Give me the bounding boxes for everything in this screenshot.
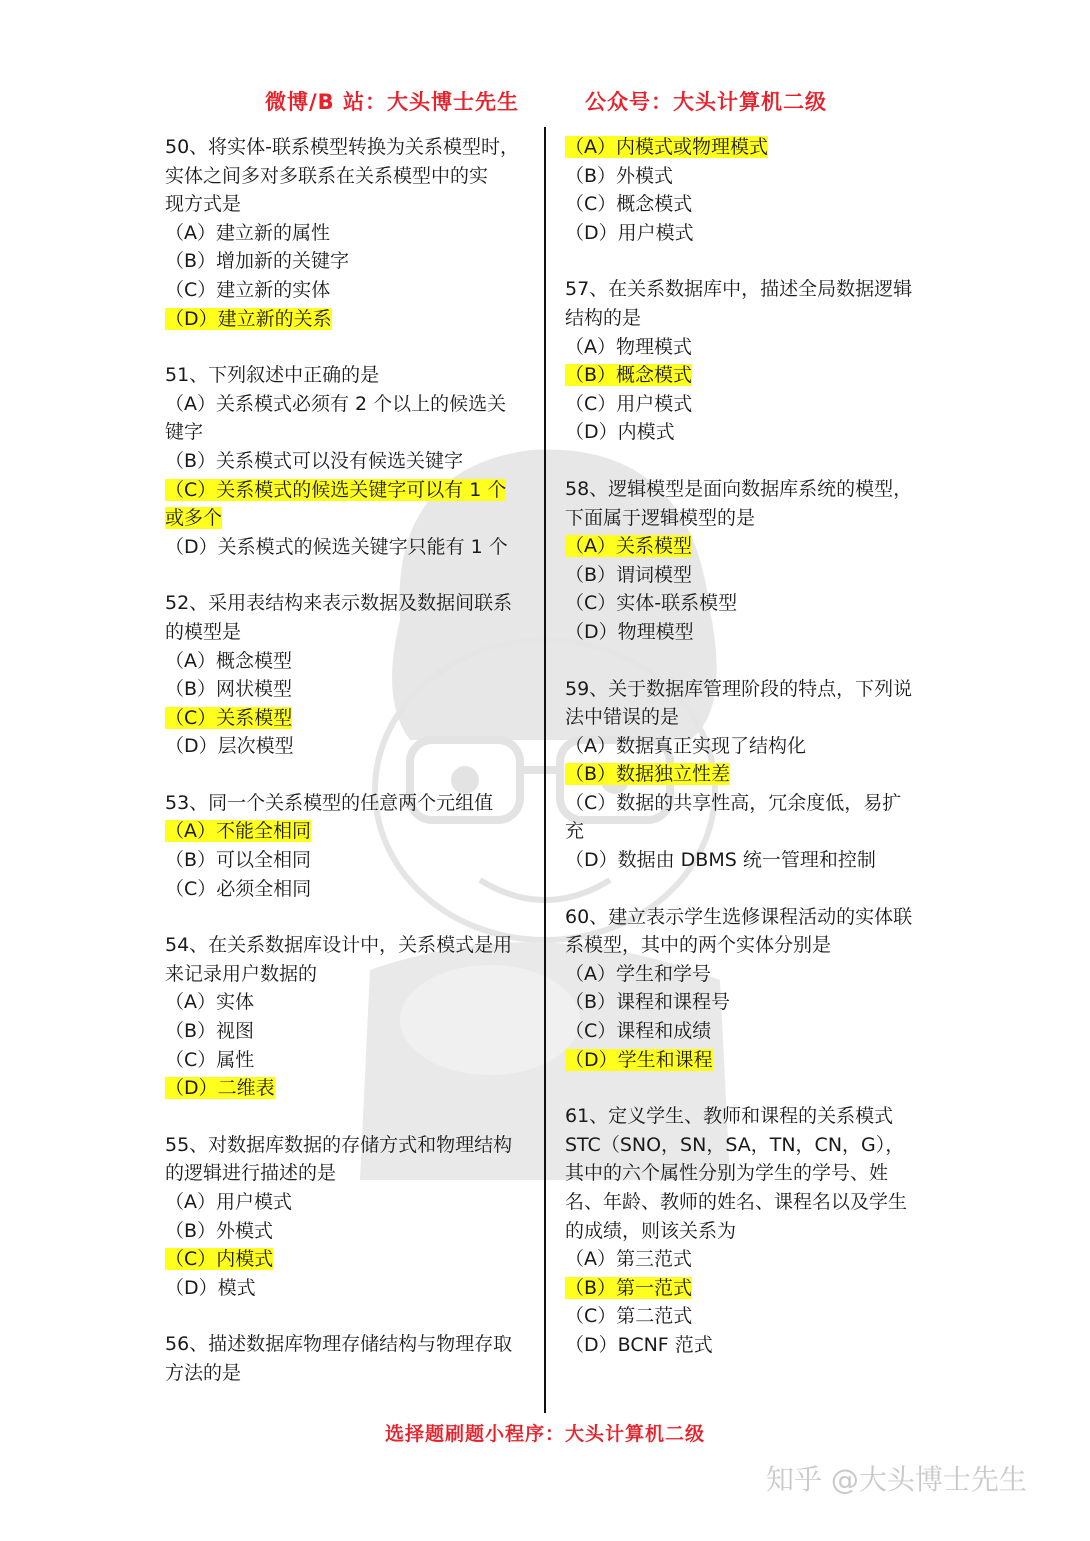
question-text: 的成绩，则该关系为 [565,1219,737,1242]
question-text: 的逻辑进行描述的是 [165,1162,337,1185]
option-b: （B）外模式 [165,1219,274,1242]
option-d: （D）关系模式的候选关键字只能有 1 个 [165,535,508,558]
question-text: 53、同一个关系模型的任意两个元组值 [165,791,494,814]
question-61 [565,1102,931,1359]
answer-option-d: （D）建立新的关系 [165,307,332,330]
answer-option-a: （A）内模式或物理模式 [565,136,768,158]
option-a: （A）物理模式 [565,335,692,358]
question-text: 58、逻辑模型是面向数据库系统的模型， [565,477,913,500]
footer-mini-program-credit: 选择题刷题小程序：大头计算机二级 [384,1423,705,1445]
option-a: （A）用户模式 [165,1191,292,1213]
question-text: 结构的是 [565,306,642,329]
question-56 [165,1330,531,1387]
option-c: （C）属性 [165,1048,255,1071]
option-b: （B）外模式 [565,164,674,187]
question-text: 56、描述数据库物理存储结构与物理存取 [165,1333,513,1356]
option-b: （B）关系模式可以没有候选关键字 [165,449,464,472]
option-c: （C）课程和成绩 [565,1020,712,1043]
option-b: （B）课程和课程号 [565,991,731,1014]
option-b: （B）网状模型 [165,678,293,701]
wechat-account-credit: 公众号：大头计算机二级 [585,90,827,114]
option-c: （C）用户模式 [565,392,693,415]
answer-option-c: （C）内模式 [165,1248,274,1271]
column-divider [544,127,546,1413]
answer-option-b: （B）第一范式 [565,1276,693,1299]
option-c: （C）第二范式 [565,1305,693,1328]
option-d: （D）数据由 DBMS 统一管理和控制 [565,849,876,872]
option-c: （C）实体-联系模型 [565,592,738,615]
option-c: （C）概念模式 [565,193,693,216]
question-55 [165,1131,531,1303]
option-b: （B）谓词模型 [565,563,693,586]
question-text: 来记录用户数据的 [165,962,318,985]
question-text: 51、下列叙述中正确的是 [165,364,380,387]
question-50 [165,133,531,333]
question-51 [165,361,531,561]
question-text: 的模型是 [165,620,242,643]
answer-option-b: （B）数据独立性差 [565,763,731,786]
question-56-options [565,133,931,247]
option-c: （C）数据的共享性高，冗余度低，易扩 [565,791,902,814]
answer-option-a: （A）不能全相同 [165,820,311,843]
question-53 [165,789,531,903]
question-57 [565,275,931,447]
question-text: 57、在关系数据库中，描述全局数据逻辑 [565,278,913,301]
option-a-cont: 键字 [165,421,204,444]
answer-option-c: （C）关系模式的候选关键字可以有 1 个 [165,478,507,501]
question-54 [165,931,531,1103]
option-d: （D）用户模式 [565,221,694,244]
question-text: STC（SNO，SN，SA，TN，CN，G）， [565,1133,905,1156]
option-a: （A）实体 [165,991,254,1014]
option-b: （B）增加新的关键字 [165,250,350,273]
answer-option-d: （D）学生和课程 [565,1048,713,1071]
option-a: （A）关系模式必须有 2 个以上的候选关 [165,392,507,415]
option-a: （A）概念模型 [165,649,292,672]
option-a: （A）数据真正实现了结构化 [565,734,806,757]
option-c: （C）建立新的实体 [165,278,331,301]
answer-option-a: （A）关系模型 [565,535,692,558]
question-text: 50、将实体-联系模型转换为关系模型时， [165,136,520,158]
answer-option-d: （D）二维表 [165,1077,275,1100]
question-text: 其中的六个属性分别为学生的学号、姓 [565,1162,889,1185]
weibo-bilibili-credit: 微博/B 站：大头博士先生 [265,90,519,114]
right-question-column [565,133,931,1388]
question-text: 55、对数据库数据的存储方式和物理结构 [165,1133,513,1156]
option-c-cont: 充 [565,820,585,843]
question-text: 61、定义学生、教师和课程的关系模式 [565,1105,894,1128]
option-a: （A）第三范式 [565,1248,692,1271]
question-58 [565,475,931,647]
question-text: 下面属于逻辑模型的是 [565,506,756,529]
option-d: （D）BCNF 范式 [565,1333,713,1356]
answer-option-c-cont: 或多个 [165,507,223,530]
option-d: （D）内模式 [565,421,675,444]
question-52 [165,589,531,761]
option-a: （A）学生和学号 [565,962,711,985]
question-59 [565,675,931,875]
option-d: （D）层次模型 [165,735,294,758]
option-d: （D）模式 [165,1276,256,1299]
question-text: 方法的是 [165,1361,242,1384]
question-text: 60、建立表示学生选修课程活动的实体联 [565,905,913,928]
option-d: （D）物理模型 [565,620,694,643]
question-text: 实体之间多对多联系在关系模型中的实 [165,164,489,187]
question-text: 系模型，其中的两个实体分别是 [565,934,832,957]
answer-option-b: （B）概念模式 [565,364,693,387]
zhihu-watermark: 知乎 @大头博士先生 [766,1463,1027,1496]
option-b: （B）视图 [165,1020,255,1043]
question-text: 现方式是 [165,193,242,216]
page-header [0,86,1090,120]
option-b: （B）可以全相同 [165,849,312,872]
question-text: 法中错误的是 [565,706,680,729]
answer-option-c: （C）关系模型 [165,706,293,729]
option-c: （C）必须全相同 [165,877,312,900]
option-a: （A）建立新的属性 [165,221,330,244]
question-text: 54、在关系数据库设计中，关系模式是用 [165,934,513,957]
question-text: 52、采用表结构来表示数据及数据间联系 [165,592,513,615]
question-text: 59、关于数据库管理阶段的特点，下列说 [565,677,913,700]
question-text: 名、年龄、教师的姓名、课程名以及学生 [565,1191,908,1213]
left-question-column [165,133,531,1416]
question-60 [565,903,931,1075]
